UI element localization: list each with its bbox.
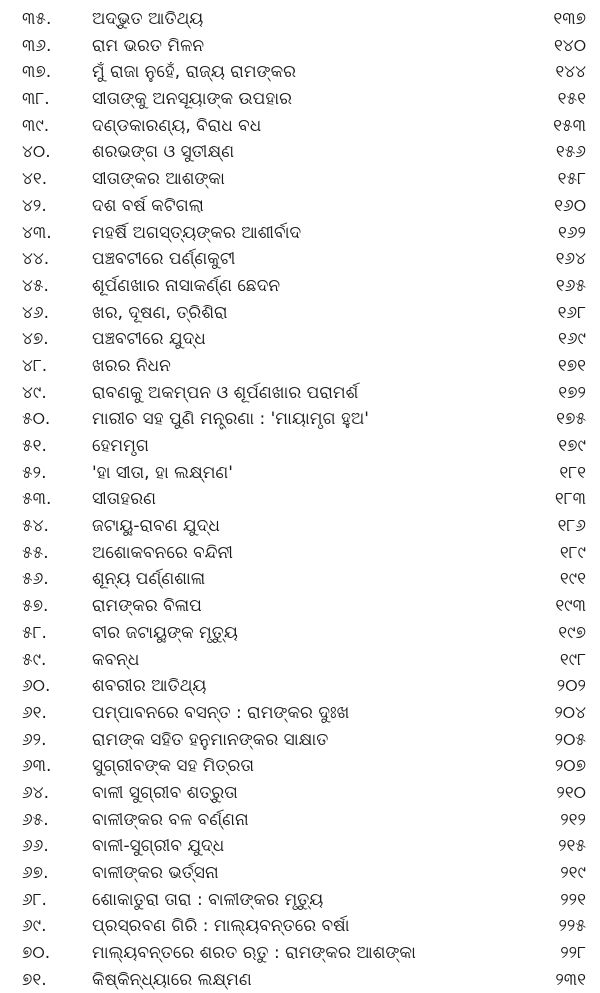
page-number: ୨୧୫ [558,836,586,857]
toc-row [0,673,600,700]
chapter-number: ୬୫. [22,809,49,830]
chapter-title: ରାମଙ୍କ ସହିତ ହନୁମାନଙ୍କର ସାକ୍ଷାତ [92,729,329,750]
toc-row [0,220,600,247]
chapter-title: ସୀତାହରଣ [92,489,156,510]
chapter-title: ଦଶ ବର୍ଷ କଟିଗଲା [92,195,204,216]
chapter-title: ଅଦ୍ଭୁତ ଆତିଥ୍ୟ [92,9,204,29]
chapter-title: ଶୋକାତୁରା ତାରା : ବାଳୀଙ୍କର ମୃତ୍ୟୁ [92,889,324,910]
page-number: ୧୬୮ [557,302,586,323]
toc-row [0,700,600,727]
toc-row [0,967,600,993]
chapter-title: ବାଳୀ ସୁଗ୍ରୀବ ଶତ୍ରୁତା [92,782,238,803]
page-number: ୧୯୩ [555,596,586,617]
toc-row [0,860,600,887]
chapter-title: ପ୍ରସ୍ରବଣ ଗିରି : ମାଲ୍ୟବନ୍ତରେ ବର୍ଷା [92,916,350,937]
toc-row [0,113,600,140]
toc-row [0,326,600,353]
chapter-title: ଖରର ନିଧନ [92,355,171,376]
page-number: ୧୫୩ [553,115,586,136]
chapter-title: ମହର୍ଷି ଅଗସ୍ତ୍ୟଙ୍କର ଆଶୀର୍ବାଦ [92,222,302,243]
chapter-number: ୬୪. [22,782,49,803]
chapter-number: ୫୮. [22,622,47,643]
page-number: ୨୨୧ [560,889,586,910]
page-number: ୧୯୭ [558,622,586,643]
chapter-title: ପଞ୍ଚବଟୀରେ ପର୍ଣ୍ଣକୁଟୀ [92,249,236,270]
chapter-title: ପଞ୍ଚବଟୀରେ ଯୁଦ୍ଧ [92,329,206,350]
toc-row [0,566,600,593]
toc-row [0,433,600,460]
chapter-number: ୩୮. [22,89,50,110]
toc-row [0,246,600,273]
chapter-title: ପମ୍ପାବନରେ ବସନ୍ତ : ରାମଙ୍କର ଦୁଃଖ [92,702,350,723]
chapter-number: ୫୪. [22,516,49,537]
chapter-number: ୪୭. [22,329,49,350]
page-number: ୨୦୨ [556,676,586,697]
page-number: ୧୬୪ [555,249,586,270]
table-of-contents [0,6,600,993]
chapter-title: ରାମଙ୍କର ବିଳାପ [92,596,202,617]
toc-row [0,33,600,60]
chapter-number: ୬୯. [22,916,47,937]
page-number: ୧୫୧ [557,89,586,110]
chapter-title: ସୀତାଙ୍କର ଆଶଙ୍କା [92,169,225,190]
chapter-number: ୬୭. [22,863,49,883]
toc-row [0,593,600,620]
chapter-number: ୫୯. [22,649,47,670]
page-number: ୨୧୨ [560,809,586,830]
page-number: ୨୧୯ [560,863,586,883]
chapter-title: ଅଶୋକବନରେ ବନ୍ଦିନୀ [92,542,233,563]
chapter-number: ୫୬. [22,569,49,590]
page-number: ୨୨୫ [558,916,586,937]
chapter-number: ୪୪. [22,249,50,270]
chapter-title: ରାମ ଭରତ ମିଳନ [92,35,205,56]
chapter-title: ମୁଁ ରାଜା ନୁହେଁ, ରାଜ୍ୟ ରାମଙ୍କର [92,62,297,83]
page-number: ୧୬୨ [558,222,586,243]
chapter-title: ହେମମୃଗ [92,436,149,456]
chapter-title: ଶବରୀର ଆତିଥ୍ୟ [92,676,207,697]
chapter-number: ୪୮. [22,355,48,376]
page-number: ୧୬୦ [554,195,586,216]
page-number: ୨୦୫ [554,729,586,750]
page-number: ୧୬୫ [555,275,586,296]
chapter-number: ୫୧. [22,436,47,456]
chapter-number: ୪୯. [22,382,47,403]
toc-row [0,780,600,807]
toc-row [0,753,600,780]
chapter-number: ୫୭. [22,596,49,617]
toc-row [0,913,600,940]
chapter-number: ୫୨. [22,462,47,483]
toc-row [0,460,600,487]
chapter-number: ୩୫. [22,9,52,29]
page-number: ୧୮୯ [559,542,586,563]
chapter-title: ଦଣ୍ଡକାରଣ୍ୟ, ବିରାଧ ବଧ [92,115,262,136]
page-number: ୧୭୧ [557,355,586,376]
chapter-number: ୭୦. [22,943,51,964]
page-number: ୧୭୯ [558,436,586,456]
page-number: ୨୦୭ [554,756,586,777]
toc-row [0,486,600,513]
toc-row [0,193,600,220]
chapter-title: କିଷ୍କିନ୍ଧ୍ୟାରେ ଲକ୍ଷ୍ମଣ [92,969,252,990]
page-number: ୧୫୬ [555,142,586,163]
page-number: ୧୬୯ [558,329,586,350]
chapter-number: ୩୯. [22,115,50,136]
chapter-number: ୭୧. [22,969,47,990]
page-number: ୨୦୪ [554,702,586,723]
chapter-number: ୬୦. [22,676,51,697]
page-number: ୧୯୮ [559,649,586,670]
page-number: ୧୭୨ [558,382,586,403]
toc-row [0,647,600,674]
toc-row [0,166,600,193]
chapter-number: ୬୨. [22,729,47,750]
chapter-title: ଜଟାୟୁ-ରାବଣ ଯୁଦ୍ଧ [92,516,220,537]
page-number: ୧୮୩ [554,489,586,510]
toc-row [0,406,600,433]
toc-row [0,940,600,967]
chapter-title: ଶୂନ୍ୟ ପର୍ଣ୍ଣଶାଳା [92,569,206,590]
chapter-title: ଶୂର୍ପଣଖାର ନାସାକର୍ଣ୍ଣ ଛେଦନ [92,275,281,296]
chapter-title: ରାବଣକୁ ଅକମ୍ପନ ଓ ଶୂର୍ପଣଖାର ପରାମର୍ଶ [92,382,359,403]
chapter-number: ୫୦. [22,409,51,430]
chapter-title: ସୁଗ୍ରୀବଙ୍କ ସହ ମିତ୍ରତା [92,756,255,777]
chapter-title: ବାଳୀଙ୍କର ବଳ ବର୍ଣ୍ଣନା [92,809,249,830]
toc-row [0,833,600,860]
chapter-number: ୪୦. [22,142,51,163]
toc-row [0,620,600,647]
chapter-number: ୪୬. [22,302,49,323]
chapter-number: ୩୭. [22,62,52,83]
chapter-number: ୬୮. [22,889,47,910]
chapter-title: ସୀତାଙ୍କୁ ଅନସୂୟାଙ୍କ ଉପହାର [92,89,293,110]
toc-row [0,887,600,914]
chapter-title: ବୀର ଜଟାୟୁଙ୍କ ମୃତ୍ୟୁ [92,622,238,643]
toc-row [0,139,600,166]
toc-row [0,6,600,33]
page-number: ୧୪୦ [553,35,586,56]
toc-row [0,300,600,327]
chapter-title: ବାଳୀ-ସୁଗ୍ରୀବ ଯୁଦ୍ଧ [92,836,225,857]
page-number: ୧୭୫ [556,409,586,430]
chapter-number: ୬୬. [22,836,49,857]
page-number: ୧୮୬ [557,516,586,537]
toc-row [0,380,600,407]
page-number: ୧୯୧ [559,569,586,590]
chapter-title: ମାଲ୍ୟବନ୍ତରେ ଶରତ ଋତୁ : ରାମଙ୍କର ଆଶଙ୍କା [92,943,416,964]
page-number: ୨୧୦ [556,782,586,803]
chapter-number: ୪୩. [22,222,52,243]
chapter-title: ଶରଭଙ୍ଗ ଓ ସୁତୀକ୍ଷ୍ଣ [92,142,235,163]
page-number: ୧୪୪ [555,62,586,83]
chapter-number: ୩୬. [22,35,52,56]
chapter-number: ୪୫. [22,275,49,296]
chapter-title: ଖର, ଦୂଷଣ, ତ୍ରିଶିରା [92,302,228,323]
chapter-number: ୫୫. [22,542,49,563]
chapter-title: ମାରୀଚ ସହ ପୁଣି ମନ୍ତ୍ରଣା : 'ମାୟାମୃଗ ହୁଅ' [92,409,369,430]
chapter-title: କବନ୍ଧ [92,649,140,670]
chapter-number: ୪୧. [22,169,48,190]
toc-row [0,540,600,567]
toc-row [0,273,600,300]
page-number: ୧୮୧ [559,462,586,483]
page-number: ୨୨୮ [560,943,586,964]
page-number: ୧୩୭ [553,9,586,29]
page-number: ୧୫୮ [557,169,586,190]
chapter-number: ୪୨. [22,195,47,216]
chapter-number: ୬୧. [22,702,47,723]
page-number: ୨୩୧ [555,969,586,990]
toc-row [0,353,600,380]
toc-row [0,727,600,754]
chapter-number: ୫୩. [22,489,52,510]
toc-row [0,513,600,540]
chapter-title: 'ହା ସୀତା, ହା ଲକ୍ଷ୍ମଣ' [92,462,233,483]
toc-row [0,807,600,834]
chapter-title: ବାଳୀଙ୍କର ଭର୍ତ୍ସନା [92,863,219,883]
toc-row [0,59,600,86]
chapter-number: ୬୩. [22,756,52,777]
toc-row [0,86,600,113]
